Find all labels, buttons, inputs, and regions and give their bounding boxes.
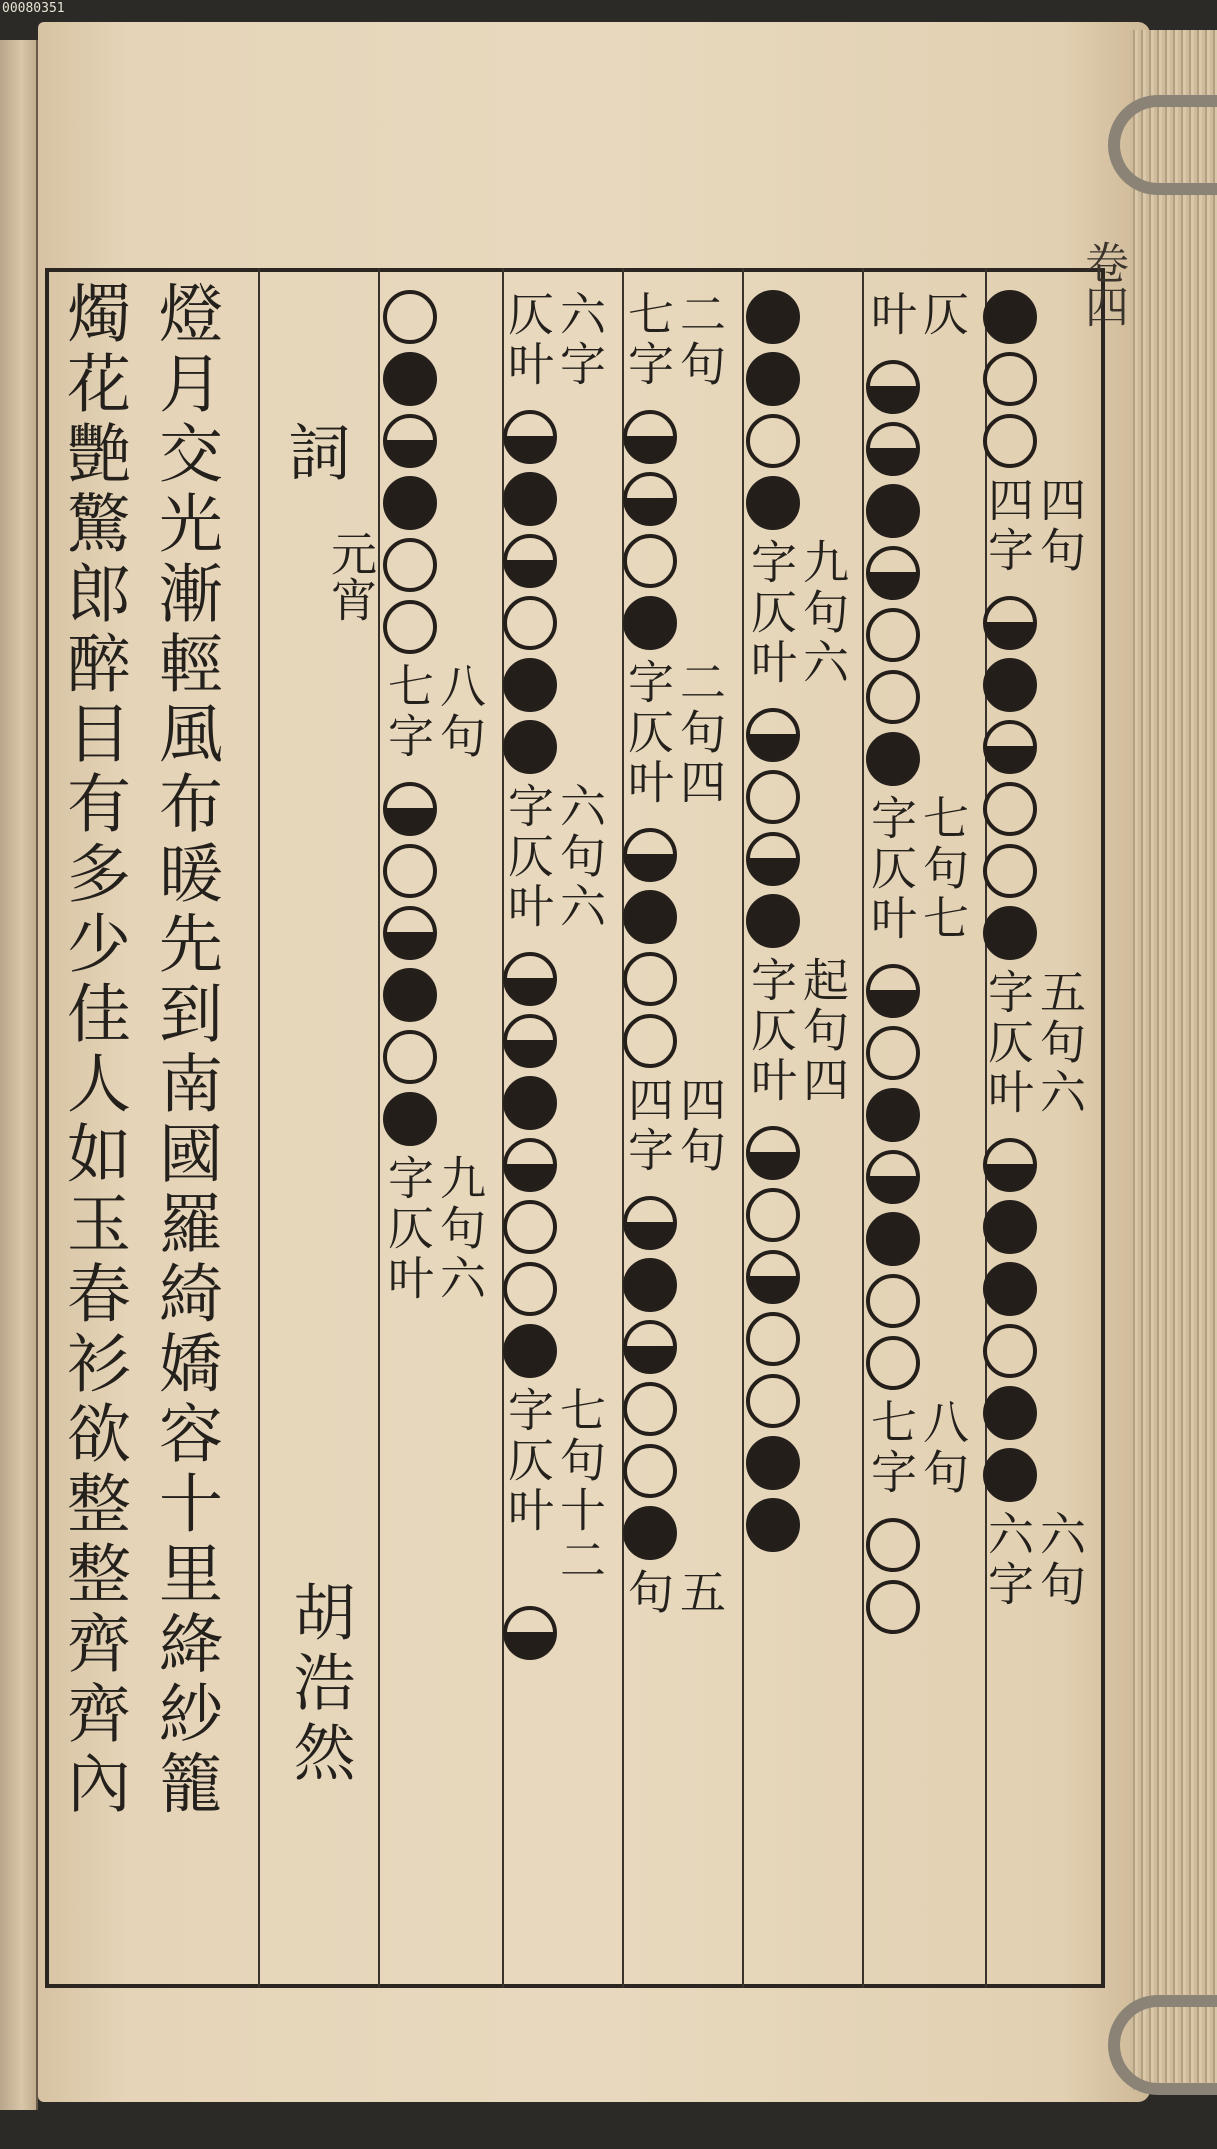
oblique-tone-circle [383,1092,437,1146]
page-stack-edges [1130,30,1217,2090]
bottom-page-clip [1108,1995,1217,2095]
either-tone-circle [503,1138,557,1192]
level-tone-circle [866,670,920,724]
level-tone-circle [623,952,677,1006]
either-tone-circle [383,782,437,836]
level-tone-circle [503,1262,557,1316]
oblique-tone-circle [503,472,557,526]
either-tone-circle [503,1606,557,1660]
level-tone-circle [746,1188,800,1242]
tone-label: 起句四 [796,956,850,1106]
level-tone-circle [866,1026,920,1080]
either-tone-circle [866,360,920,414]
either-tone-circle [746,1126,800,1180]
tone-label: 六字 [553,290,607,390]
level-tone-circle [623,534,677,588]
level-tone-circle [983,782,1037,836]
level-tone-circle [983,1324,1037,1378]
tone-label: 八句 [433,662,487,762]
either-tone-circle [623,1320,677,1374]
column-rule [378,268,380,1988]
level-tone-circle [503,596,557,650]
oblique-tone-circle [866,1212,920,1266]
either-tone-circle [746,1250,800,1304]
tone-label: 仄叶 [501,290,555,390]
tone-label: 字仄叶 [744,956,798,1106]
either-tone-circle [983,720,1037,774]
oblique-tone-circle [983,1262,1037,1316]
oblique-tone-circle [383,476,437,530]
level-tone-circle [383,538,437,592]
ci-title: 詞 [278,420,351,482]
level-tone-circle [866,1580,920,1634]
level-tone-circle [746,1374,800,1428]
column-rule [862,268,864,1988]
tone-label: 四字 [621,1076,675,1176]
either-tone-circle [866,546,920,600]
oblique-tone-circle [503,1324,557,1378]
either-tone-circle [746,708,800,762]
tone-label: 七句七 [916,794,970,944]
top-page-clip [1108,95,1217,195]
level-tone-circle [866,1274,920,1328]
poem-column-1: 燈月交光漸輕風布暖先到南國羅綺嬌容十里絳紗籠 [148,280,222,1820]
either-tone-circle [503,534,557,588]
either-tone-circle [383,414,437,468]
level-tone-circle [383,844,437,898]
level-tone-circle [983,844,1037,898]
level-tone-circle [383,600,437,654]
either-tone-circle [503,952,557,1006]
tone-label: 二句四 [673,658,727,808]
tone-label: 九句六 [433,1154,487,1304]
either-tone-circle [623,472,677,526]
either-tone-circle [983,596,1037,650]
tone-label: 八句 [916,1398,970,1498]
tone-label: 七字 [621,290,675,390]
tone-label: 四句 [673,1076,727,1176]
oblique-tone-circle [623,596,677,650]
level-tone-circle [623,1444,677,1498]
oblique-tone-circle [503,658,557,712]
poem-column-2: 燭花艷驚郎醉目有多少佳人如玉春衫欲整整齊齊內 [56,280,130,1820]
either-tone-circle [866,422,920,476]
either-tone-circle [866,964,920,1018]
either-tone-circle [503,410,557,464]
level-tone-circle [866,608,920,662]
oblique-tone-circle [866,1088,920,1142]
tone-label: 七字 [381,662,435,762]
either-tone-circle [383,906,437,960]
level-tone-circle [866,1336,920,1390]
tone-label: 字仄叶 [981,968,1035,1118]
tone-label: 七字 [864,1398,918,1498]
level-tone-circle [983,414,1037,468]
tune-name: 元宵 [324,530,378,622]
oblique-tone-circle [746,1498,800,1552]
either-tone-circle [503,1014,557,1068]
tone-label: 字仄叶 [501,782,555,932]
oblique-tone-circle [983,1448,1037,1502]
author-name: 胡浩然 [283,1580,356,1790]
oblique-tone-circle [383,352,437,406]
tone-label: 六句六 [553,782,607,932]
tone-label: 叶 [864,290,918,340]
tone-label: 七句十二 [553,1386,607,1586]
oblique-tone-circle [866,484,920,538]
either-tone-circle [866,1150,920,1204]
column-rule [258,268,260,1988]
level-tone-circle [746,770,800,824]
tone-label: 六字 [981,1510,1035,1610]
level-tone-circle [623,1014,677,1068]
oblique-tone-circle [746,1436,800,1490]
oblique-tone-circle [623,890,677,944]
tone-label: 字仄叶 [501,1386,555,1536]
tone-label: 句 [621,1568,675,1618]
oblique-tone-circle [983,658,1037,712]
level-tone-circle [746,414,800,468]
level-tone-circle [383,290,437,344]
tone-label: 字仄叶 [864,794,918,944]
oblique-tone-circle [983,1386,1037,1440]
oblique-tone-circle [623,1258,677,1312]
adjacent-page-edge [0,40,38,2110]
oblique-tone-circle [746,290,800,344]
level-tone-circle [623,1382,677,1436]
column-rule [742,268,744,1988]
tone-label: 字仄叶 [621,658,675,808]
tone-label: 四句 [1033,476,1087,576]
tone-label: 仄 [916,290,970,340]
oblique-tone-circle [983,906,1037,960]
tone-label: 六句 [1033,1510,1087,1610]
column-rule [502,268,504,1988]
either-tone-circle [623,828,677,882]
oblique-tone-circle [623,1506,677,1560]
level-tone-circle [746,1312,800,1366]
oblique-tone-circle [383,968,437,1022]
tone-label: 五句六 [1033,968,1087,1118]
scan-id-label: 00080351 [2,1,65,16]
level-tone-circle [383,1030,437,1084]
oblique-tone-circle [983,1200,1037,1254]
tone-label: 字仄叶 [381,1154,435,1304]
oblique-tone-circle [866,732,920,786]
tone-label: 字仄叶 [744,538,798,688]
tone-label: 四字 [981,476,1035,576]
oblique-tone-circle [746,476,800,530]
level-tone-circle [503,1200,557,1254]
either-tone-circle [983,1138,1037,1192]
either-tone-circle [623,410,677,464]
oblique-tone-circle [503,720,557,774]
oblique-tone-circle [746,894,800,948]
oblique-tone-circle [983,290,1037,344]
running-head: 卷四 [1077,240,1128,328]
tone-label: 九句六 [796,538,850,688]
tone-label: 五 [673,1568,727,1618]
level-tone-circle [866,1518,920,1572]
oblique-tone-circle [746,352,800,406]
either-tone-circle [623,1196,677,1250]
level-tone-circle [983,352,1037,406]
oblique-tone-circle [503,1076,557,1130]
tone-label: 二句 [673,290,727,390]
either-tone-circle [746,832,800,886]
